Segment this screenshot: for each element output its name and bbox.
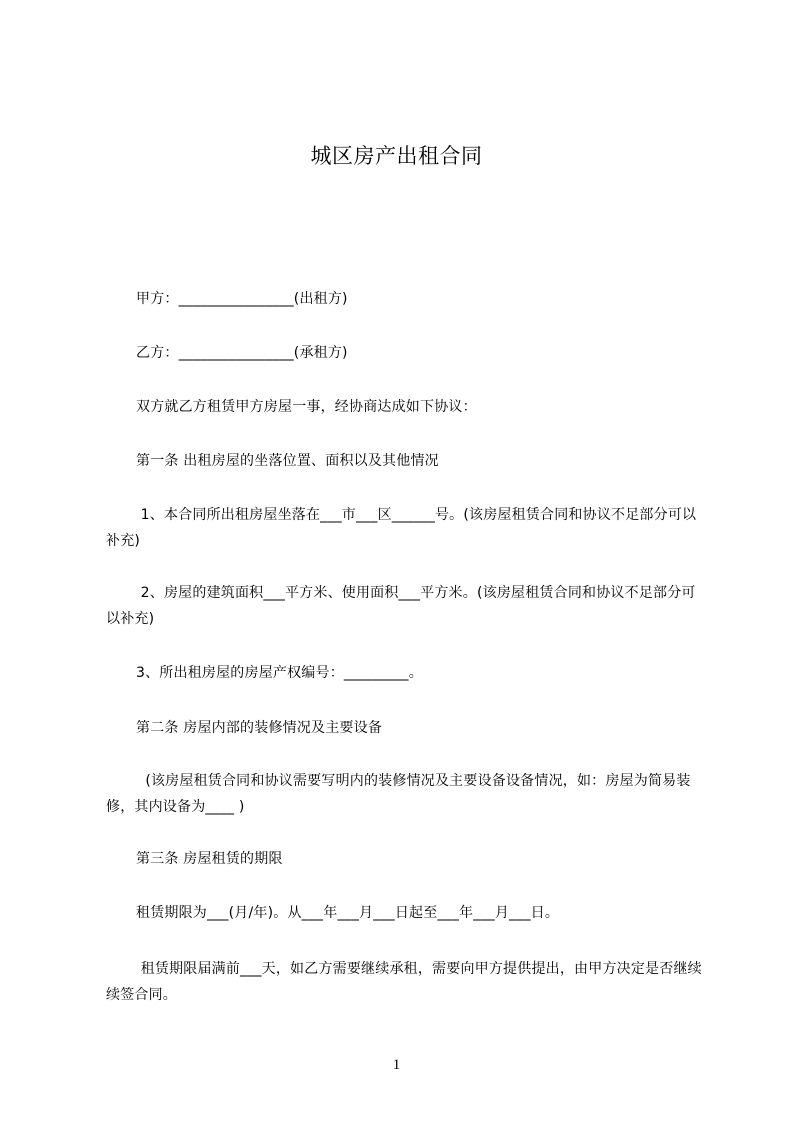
page-number: 1 bbox=[392, 1057, 401, 1073]
party-a-line: 甲方：________________(出租方) bbox=[136, 291, 348, 307]
article-2-heading: 第二条 房屋内部的装修情况及主要设备 bbox=[136, 720, 383, 736]
document-title: 城区房产出租合同 bbox=[310, 144, 483, 168]
agreement-intro: 双方就乙方租赁甲方房屋一事，经协商达成如下协议： bbox=[136, 399, 477, 415]
article-1-clause-2: 2、房屋的建筑面积___平方米、使用面积___平方米。(该房屋租赁合同和协议不足部分可以补充) bbox=[106, 585, 696, 627]
article-1-clause-1: 1、本合同所出租房屋坐落在___市___区______号。(该房屋租赁合同和协议不足部分可以补充) bbox=[106, 507, 697, 549]
party-b-line: 乙方：________________(承租方) bbox=[136, 345, 348, 361]
article-1-heading: 第一条 出租房屋的坐落位置、面积以及其他情况 bbox=[136, 453, 439, 469]
article-1-clause-3: 3、所出租房屋的房屋产权编号：_________。 bbox=[136, 665, 423, 681]
lease-renewal-line: 租赁期限届满前___天，如乙方需要继续承租，需要向甲方提供提出，由甲方决定是否继续续签合同。 bbox=[106, 961, 702, 1003]
article-3-heading: 第三条 房屋租赁的期限 bbox=[136, 851, 283, 867]
lease-term-line: 租赁期限为___(月/年)。从___年___月___日起至___年___月___日。 bbox=[136, 905, 560, 921]
article-2-body: (该房屋租赁合同和协议需要写明内的装修情况及主要设备设备情况，如：房屋为简易装修，其内设备为____ ) bbox=[106, 773, 691, 815]
